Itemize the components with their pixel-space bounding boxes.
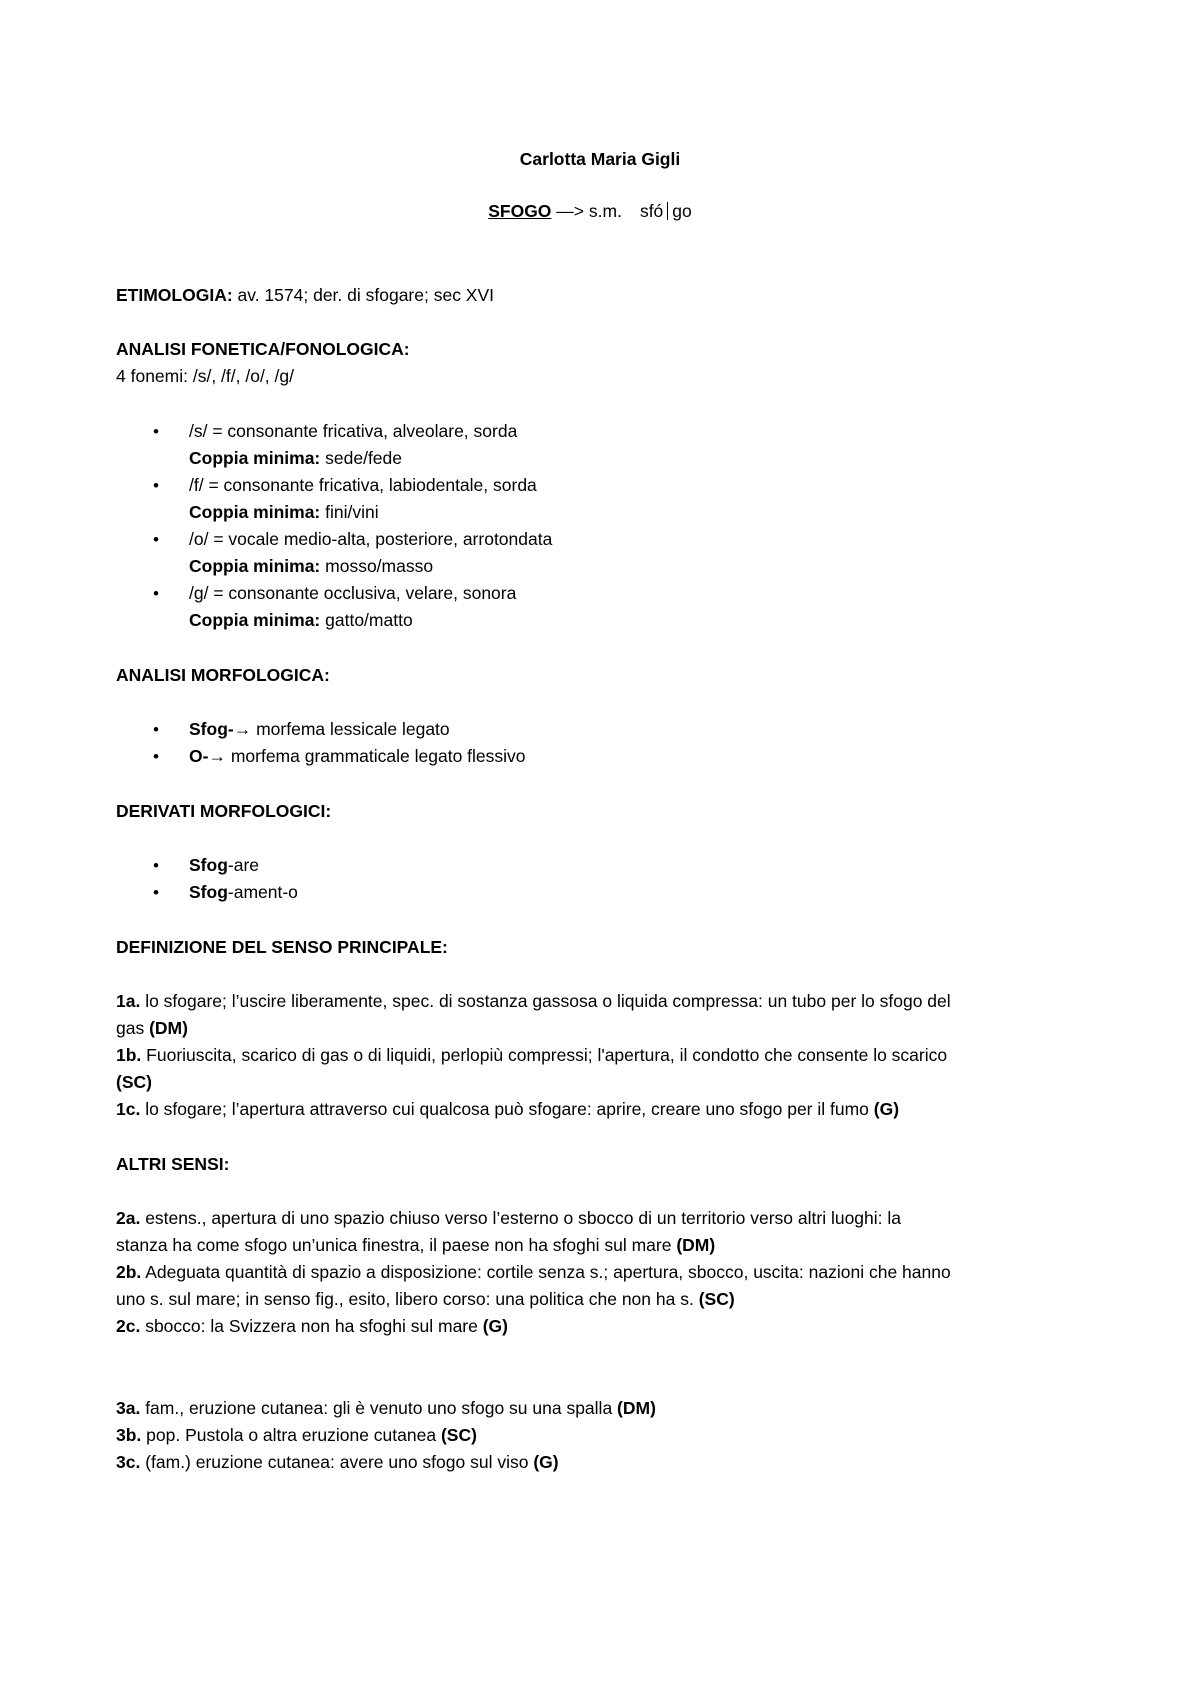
headword-line: [0, 198, 1190, 225]
etimologia-text: av. 1574; der. di sfogare; sec XVI: [232, 285, 495, 305]
source-tag: (DM): [676, 1235, 716, 1255]
derivati-heading: DERIVATI MORFOLOGICI:: [116, 801, 332, 821]
definition-1a: [116, 988, 951, 1015]
definition-number: 2c.: [116, 1316, 141, 1336]
etimologia-line: [116, 282, 494, 309]
syllable-2: go: [672, 201, 692, 221]
definition-number: 3a.: [116, 1398, 141, 1418]
sense-3c: [116, 1449, 559, 1476]
definition-number: 1c.: [116, 1099, 141, 1119]
sense-2b: [116, 1259, 951, 1286]
source-tag: (DM): [149, 1018, 188, 1038]
definition-text: estens., apertura di uno spazio chiuso verso l’esterno o sbocco di un territorio verso altri luoghi: la: [140, 1208, 902, 1228]
syllable-1: sfó: [639, 201, 664, 221]
definition-1c: [116, 1096, 899, 1123]
definition-text: Adeguata quantità di spazio a disposizione: cortile senza s.; apertura, sbocco, uscita: nazioni che hanno: [141, 1262, 951, 1282]
source-tag: (SC): [116, 1072, 152, 1092]
morfologica-heading: ANALISI MORFOLOGICA:: [116, 665, 330, 685]
definition-number: 2a.: [116, 1208, 141, 1228]
definition-text: lo sfogare; l’uscire liberamente, spec. di sostanza gassosa o liquida compressa: un tubo per lo sfogo del: [140, 991, 951, 1011]
headword-pos: s.m.: [588, 201, 622, 221]
definition-number: 1a.: [116, 991, 141, 1011]
fonetica-heading: ANALISI FONETICA/FONOLOGICA:: [116, 339, 410, 359]
phoneme-o: /o/ = vocale medio-alta, posteriore, arrotondata: [189, 529, 553, 549]
morpheme-desc: morfema lessicale legato: [251, 719, 450, 739]
minimal-pair-g: [189, 607, 413, 634]
sense-2a-cont: [116, 1232, 715, 1259]
bullet-icon: •: [153, 883, 159, 902]
headword: SFOGO: [488, 201, 552, 221]
source-tag: (G): [873, 1099, 900, 1119]
bullet-icon: •: [153, 747, 159, 766]
definition-text: uno s. sul mare; in senso fig., esito, libero corso: una politica che non ha s.: [116, 1289, 699, 1309]
definition-text: stanza ha come sfogo un’unica finestra, il paese non ha sfoghi sul mare: [116, 1235, 677, 1255]
sense-3a: [116, 1395, 656, 1422]
definition-text: sbocco: la Svizzera non ha sfoghi sul mare: [140, 1316, 483, 1336]
definition-number: 1b.: [116, 1045, 142, 1065]
minimal-pair-f: [189, 499, 379, 526]
bullet-icon: •: [153, 530, 159, 549]
pair-label: Coppia minima:: [189, 610, 321, 630]
sense-2a: [116, 1205, 901, 1232]
morpheme-desc: morfema grammaticale legato flessivo: [225, 746, 526, 766]
definition-1a-cont: [116, 1015, 188, 1042]
derivative-root: Sfog: [189, 855, 228, 875]
morpheme-2: [189, 743, 526, 770]
pair-value: fini/vini: [320, 502, 379, 522]
definition-1b-cont: [116, 1069, 152, 1096]
senso-principale-heading: DEFINIZIONE DEL SENSO PRINCIPALE:: [116, 937, 448, 957]
source-tag: (DM): [617, 1398, 656, 1418]
definition-1b: [116, 1042, 947, 1069]
pair-label: Coppia minima:: [189, 448, 321, 468]
derivative-suffix: -are: [227, 855, 260, 875]
bullet-icon: •: [153, 720, 159, 739]
derivative-2: [189, 879, 298, 906]
definition-number: 2b.: [116, 1262, 142, 1282]
source-tag: (SC): [698, 1289, 735, 1309]
pair-value: gatto/matto: [320, 610, 413, 630]
altri-sensi-heading: ALTRI SENSI:: [116, 1154, 230, 1174]
definition-number: 3c.: [116, 1452, 141, 1472]
etimologia-label: ETIMOLOGIA:: [116, 285, 233, 305]
sense-2c: [116, 1313, 508, 1340]
definition-text: lo sfogare; l’apertura attraverso cui qualcosa può sfogare: aprire, creare uno sfogo per il fumo: [140, 1099, 874, 1119]
bullet-icon: •: [153, 476, 159, 495]
pair-value: mosso/masso: [320, 556, 434, 576]
definition-text: Fuoriuscita, scarico di gas o di liquidi, perlopiù compressi; l'apertura, il condotto che consente lo scarico: [141, 1045, 948, 1065]
pair-value: sede/fede: [320, 448, 402, 468]
minimal-pair-o: [189, 553, 433, 580]
syllable-separator: [667, 202, 668, 220]
pair-label: Coppia minima:: [189, 556, 321, 576]
definition-text: pop. Pustola o altra eruzione cutanea: [141, 1425, 441, 1445]
bullet-icon: •: [153, 584, 159, 603]
pair-label: Coppia minima:: [189, 502, 321, 522]
source-tag: (SC): [440, 1425, 477, 1445]
phoneme-f: /f/ = consonante fricativa, labiodentale, sorda: [189, 475, 537, 495]
author-name: Carlotta Maria Gigli: [519, 149, 681, 169]
bullet-icon: •: [153, 422, 159, 441]
definition-number: 3b.: [116, 1425, 142, 1445]
source-tag: (G): [533, 1452, 559, 1472]
morpheme: Sfog-: [189, 719, 234, 739]
derivative-root: Sfog: [189, 882, 228, 902]
definition-text: gas: [116, 1018, 150, 1038]
headword-arrow: —>: [551, 201, 589, 221]
arrow-right-icon: →: [233, 719, 252, 739]
arrow-right-icon: →: [208, 746, 226, 766]
fonetica-intro: 4 fonemi: /s/, /f/, /o/, /g/: [116, 366, 294, 386]
morpheme-1: [189, 716, 450, 743]
sense-2b-cont: [116, 1286, 735, 1313]
minimal-pair-s: [189, 445, 402, 472]
phoneme-s: /s/ = consonante fricativa, alveolare, sorda: [189, 421, 518, 441]
bullet-icon: •: [153, 856, 159, 875]
morpheme: O-: [189, 746, 209, 766]
source-tag: (G): [482, 1316, 509, 1336]
sense-3b: [116, 1422, 477, 1449]
definition-text: fam., eruzione cutanea: gli è venuto uno sfogo su una spalla: [140, 1398, 618, 1418]
derivative-suffix: -ament-o: [227, 882, 298, 902]
derivative-1: [189, 852, 259, 879]
definition-text: (fam.) eruzione cutanea: avere uno sfogo sul viso: [140, 1452, 534, 1472]
phoneme-g: /g/ = consonante occlusiva, velare, sonora: [189, 583, 517, 603]
